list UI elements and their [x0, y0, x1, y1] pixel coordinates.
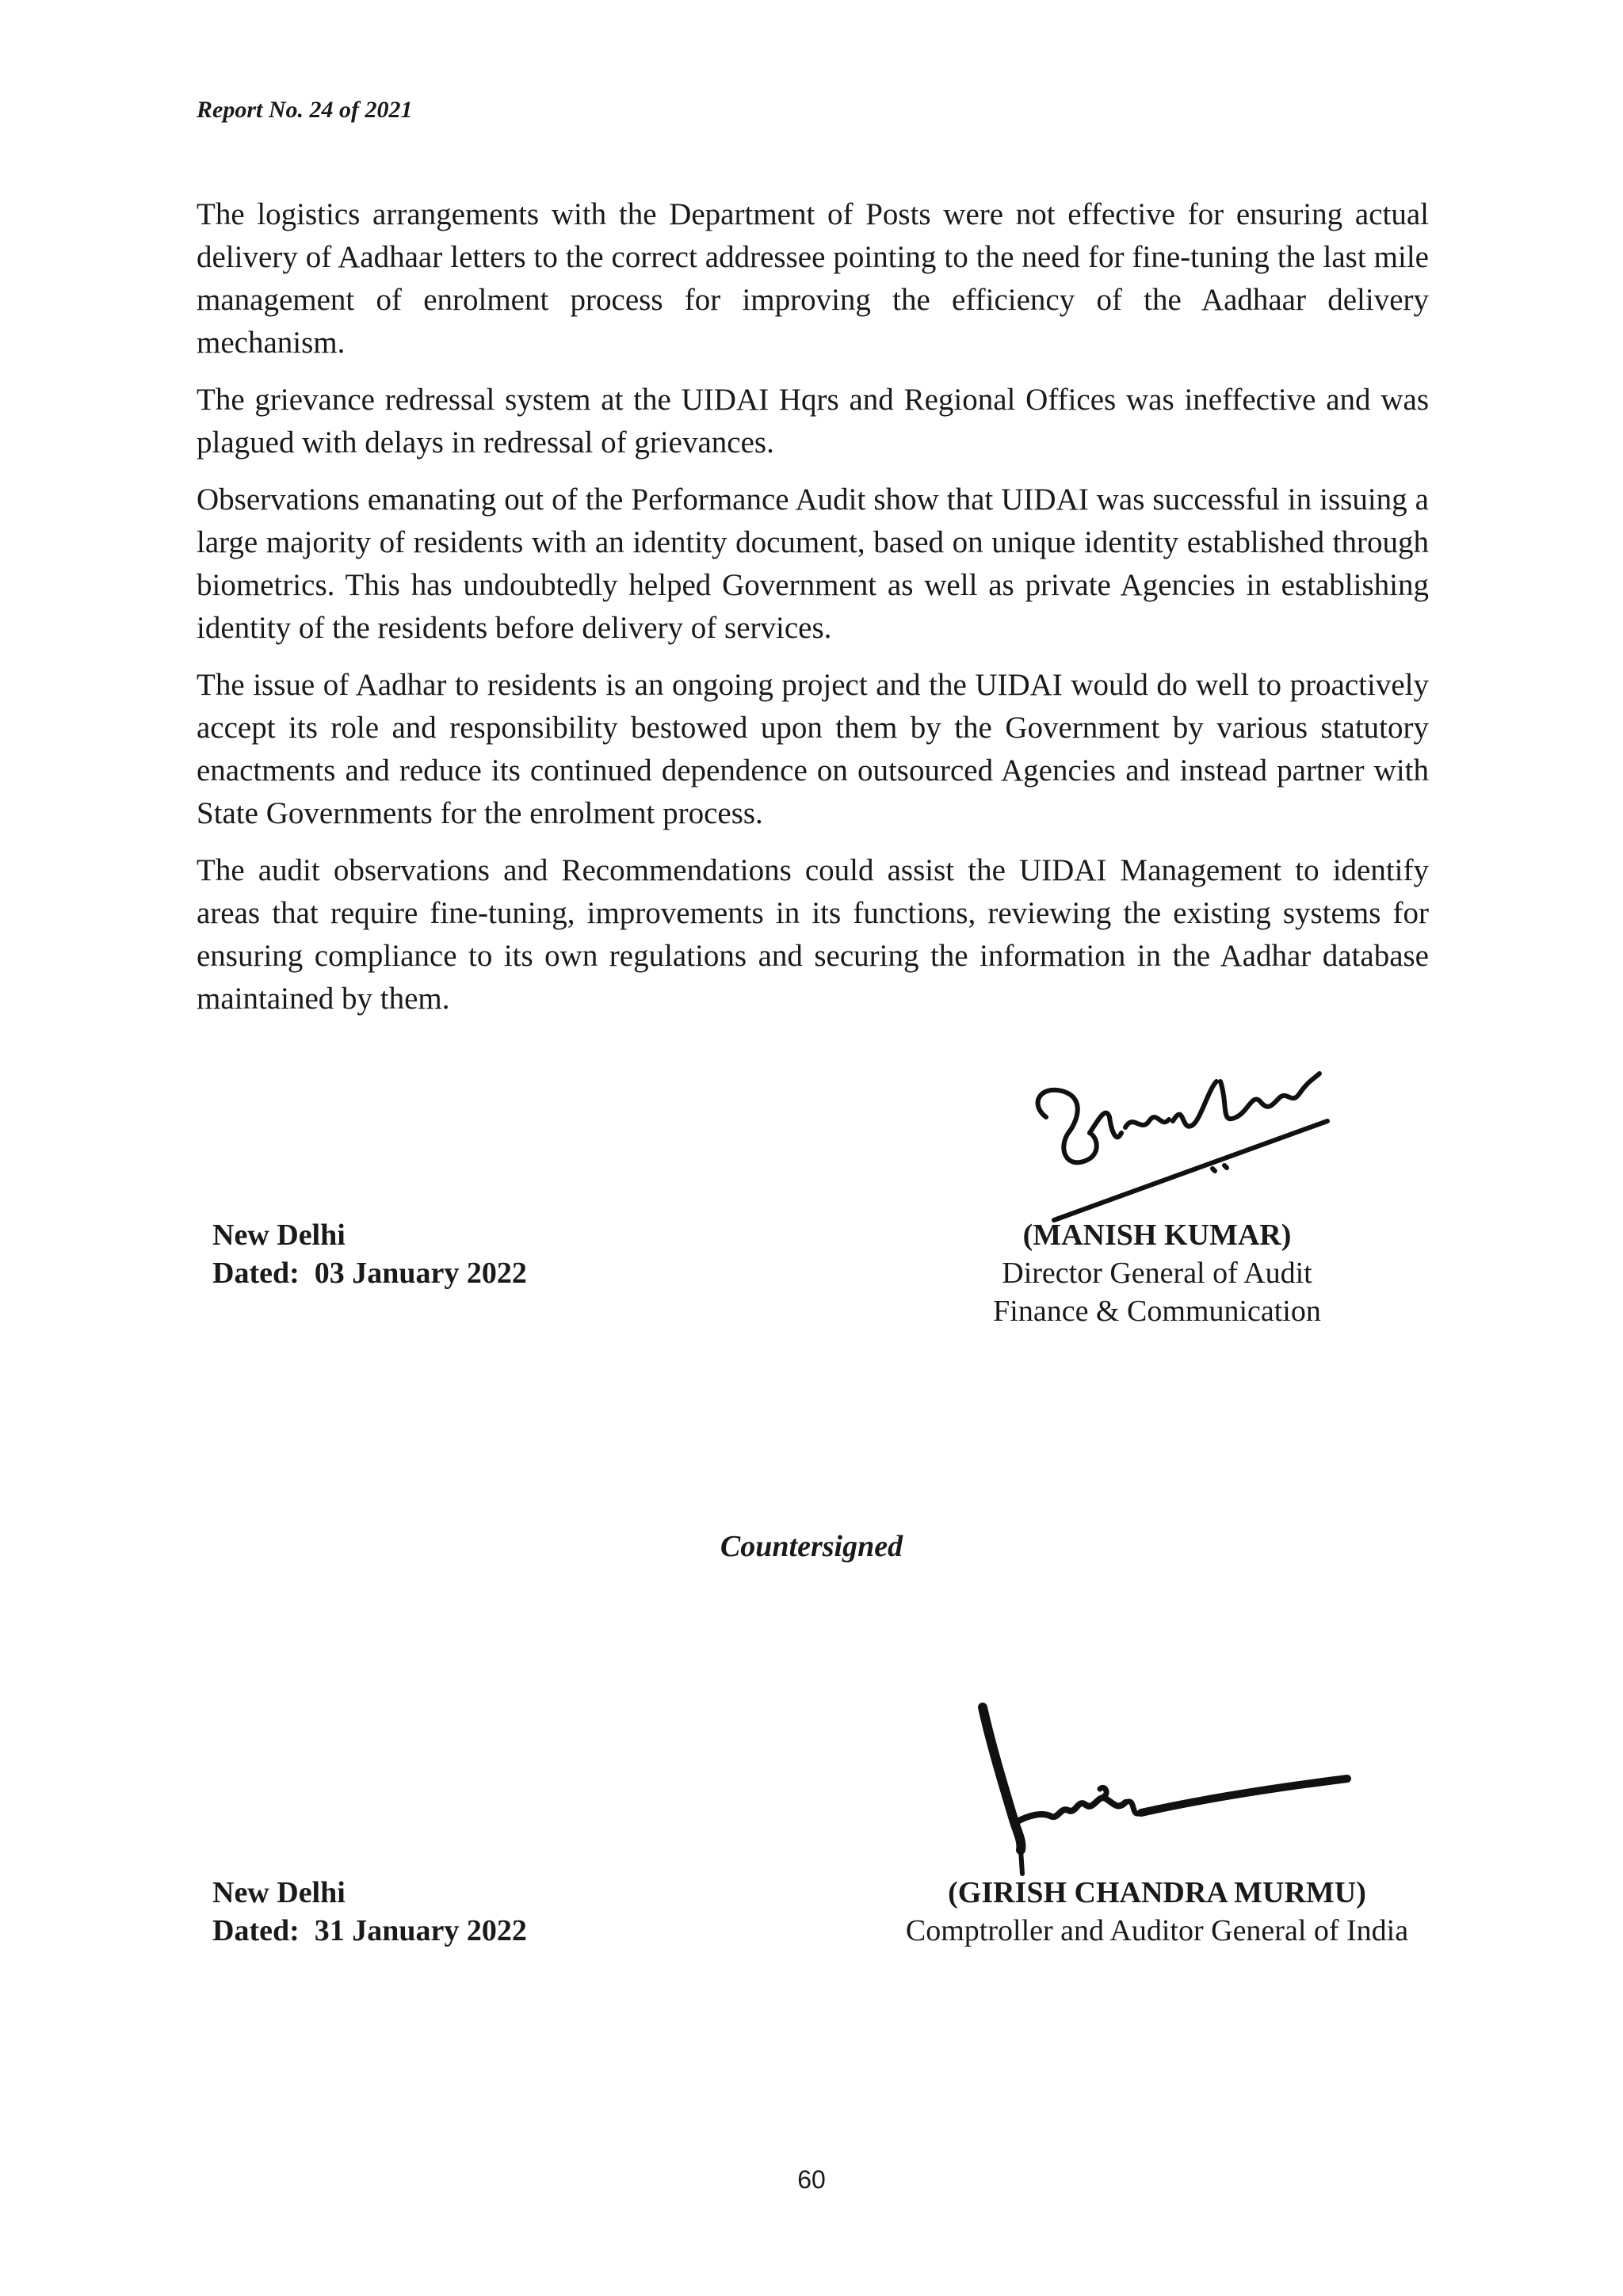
signatory-1-place-date — [212, 1216, 527, 1292]
signature-girish-chandra-murmu — [967, 1695, 1379, 1886]
signatory-2-place: New Delhi — [212, 1876, 346, 1909]
page-number: 60 — [797, 2165, 826, 2194]
paragraph-grievance: The grievance redressal system at the UIDAI Hqrs and Regional Offices was ineffective and was plagued with delays in redressal of grievances. — [197, 383, 1429, 460]
signatory-1-designation-line2: Finance & Communication — [993, 1295, 1321, 1328]
signatory-1-date: 03 January 2022 — [314, 1257, 527, 1290]
signatory-1-name: (MANISH KUMAR) — [1022, 1219, 1292, 1252]
signature-manish-kumar — [1022, 1058, 1339, 1232]
signatory-2-date-line — [212, 1912, 527, 1950]
countersigned-label: Countersigned — [720, 1530, 903, 1563]
signatory-1-block — [959, 1216, 1355, 1330]
signatory-1-date-label: Dated: — [212, 1257, 300, 1290]
signatory-1-date-line — [212, 1254, 527, 1292]
body-text — [197, 193, 1429, 1035]
signatory-2-date: 31 January 2022 — [314, 1914, 527, 1947]
report-number-header: Report No. 24 of 2021 — [197, 97, 413, 123]
signatory-1-designation-line1: Director General of Audit — [1002, 1257, 1312, 1290]
paragraph-observations: Observations emanating out of the Performance Audit show that UIDAI was successful in issuing a large majority of residents with an identity document, based on unique identity established through biometrics. This has undoubtedly helped Government as well as private Agencies in establishing identity of the residents before delivery of services. — [197, 482, 1429, 645]
signatory-2-name: (GIRISH CHANDRA MURMU) — [948, 1876, 1366, 1909]
signatory-2-place-date — [212, 1874, 527, 1950]
paragraph-logistics: The logistics arrangements with the Department of Posts were not effective for ensuring actual delivery of Aadhaar letters to the correct addressee pointing to the need for fine-tuning the last mile management of enrolment process for improving the efficiency of the Aadhaar delivery mechanism. — [197, 197, 1429, 360]
paragraph-recommendations: The audit observations and Recommendations could assist the UIDAI Management to identify areas that require fine-tuning, improvements in its functions, reviewing the existing systems for ensuring compliance to its own regulations and securing the information in the Aadhar database maintained by them. — [197, 853, 1429, 1016]
signatory-1-place: New Delhi — [212, 1219, 346, 1252]
signatory-2-designation-line1: Comptroller and Auditor General of India — [905, 1914, 1409, 1947]
signatory-2-date-label: Dated: — [212, 1914, 300, 1947]
paragraph-aadhar-issue: The issue of Aadhar to residents is an ongoing project and the UIDAI would do well to proactively accept its role and responsibility bestowed upon them by the Government by various statutory enactments and reduce its continued dependence on outsourced Agencies and instead partner with State Governments for the enrolment process. — [197, 668, 1429, 830]
signatory-2-block — [872, 1874, 1442, 1950]
